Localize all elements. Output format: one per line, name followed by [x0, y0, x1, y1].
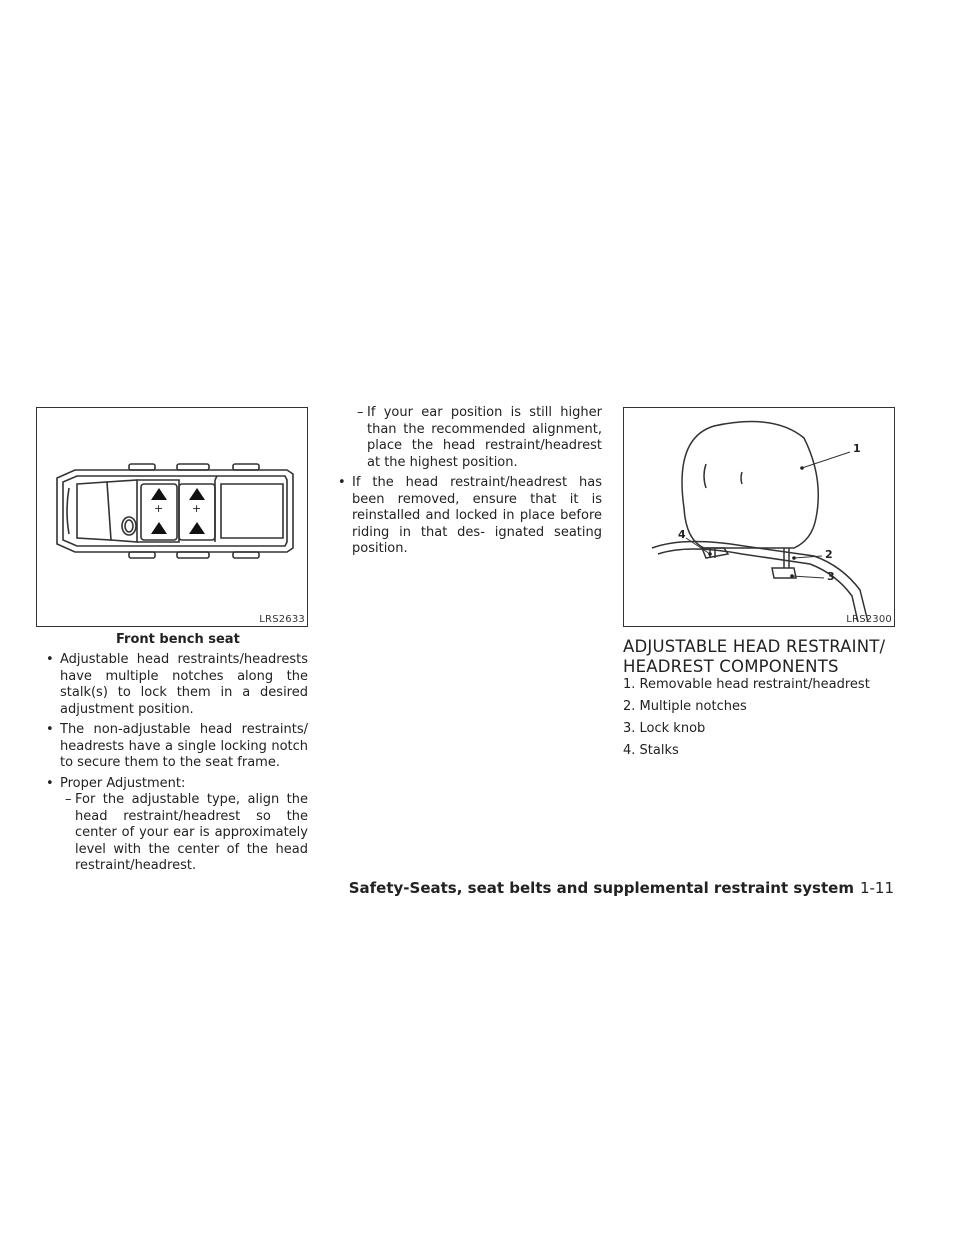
bullet-non-adjustable: • The non-adjustable head restraints/ headrests have a single locking notch to secure them to the seat frame. [38, 722, 308, 772]
list-item: 2. Multiple notches [623, 699, 747, 714]
list-item: 3. Lock knob [623, 721, 706, 736]
callout-3: 3 [827, 570, 835, 583]
sub-item-adjustable-type: – For the adjustable type, align the head restraint/headrest so the center of your ear is approximately level with the center of the head restraint/headrest. [38, 792, 308, 875]
list-item: 1. Removable head restraint/headrest [623, 677, 870, 692]
callout-4: 4 [678, 528, 686, 541]
figure-code-left: LRS2633 [259, 614, 305, 625]
head-restraint-illustration [624, 408, 894, 626]
plus-sign-left: + [154, 502, 164, 515]
heading-line-1: ADJUSTABLE HEAD RESTRAINT/ [623, 637, 886, 656]
sub-item-ear-position: – If your ear position is still higher than the recommended alignment, place the head restraint/headrest at the highest position. [330, 405, 602, 471]
components-list [623, 678, 870, 766]
list-item: 4. Stalks [623, 743, 679, 758]
section-title: Safety-Seats, seat belts and supplemental restraint system [348, 879, 854, 897]
bullet-adjustable: • Adjustable head restraints/headrests have multiple notches along the stalk(s) to lock them in a desired adjustment position. [38, 652, 308, 718]
figure-code-right: LRS2300 [846, 614, 892, 625]
page-footer [349, 878, 894, 897]
heading-line-2: HEADREST COMPONENTS [623, 657, 839, 676]
plus-sign-right: + [192, 502, 202, 515]
middle-column [330, 405, 602, 562]
bullet-proper-adjustment: • Proper Adjustment: [38, 776, 308, 793]
bullet-reinstall: • If the head restraint/headrest has been removed, ensure that it is reinstalled and locked in place before riding in that des- ignated seating position. [330, 475, 602, 558]
callout-2: 2 [825, 548, 833, 561]
bench-seat-illustration [37, 408, 307, 626]
head-restraint-components-figure [623, 407, 895, 627]
page-number: 1-11 [859, 879, 894, 897]
front-bench-seat-figure [36, 407, 308, 627]
figure-caption-left: Front bench seat [116, 632, 240, 647]
callout-1: 1 [853, 442, 861, 455]
left-column [38, 652, 308, 879]
components-heading [623, 637, 885, 677]
